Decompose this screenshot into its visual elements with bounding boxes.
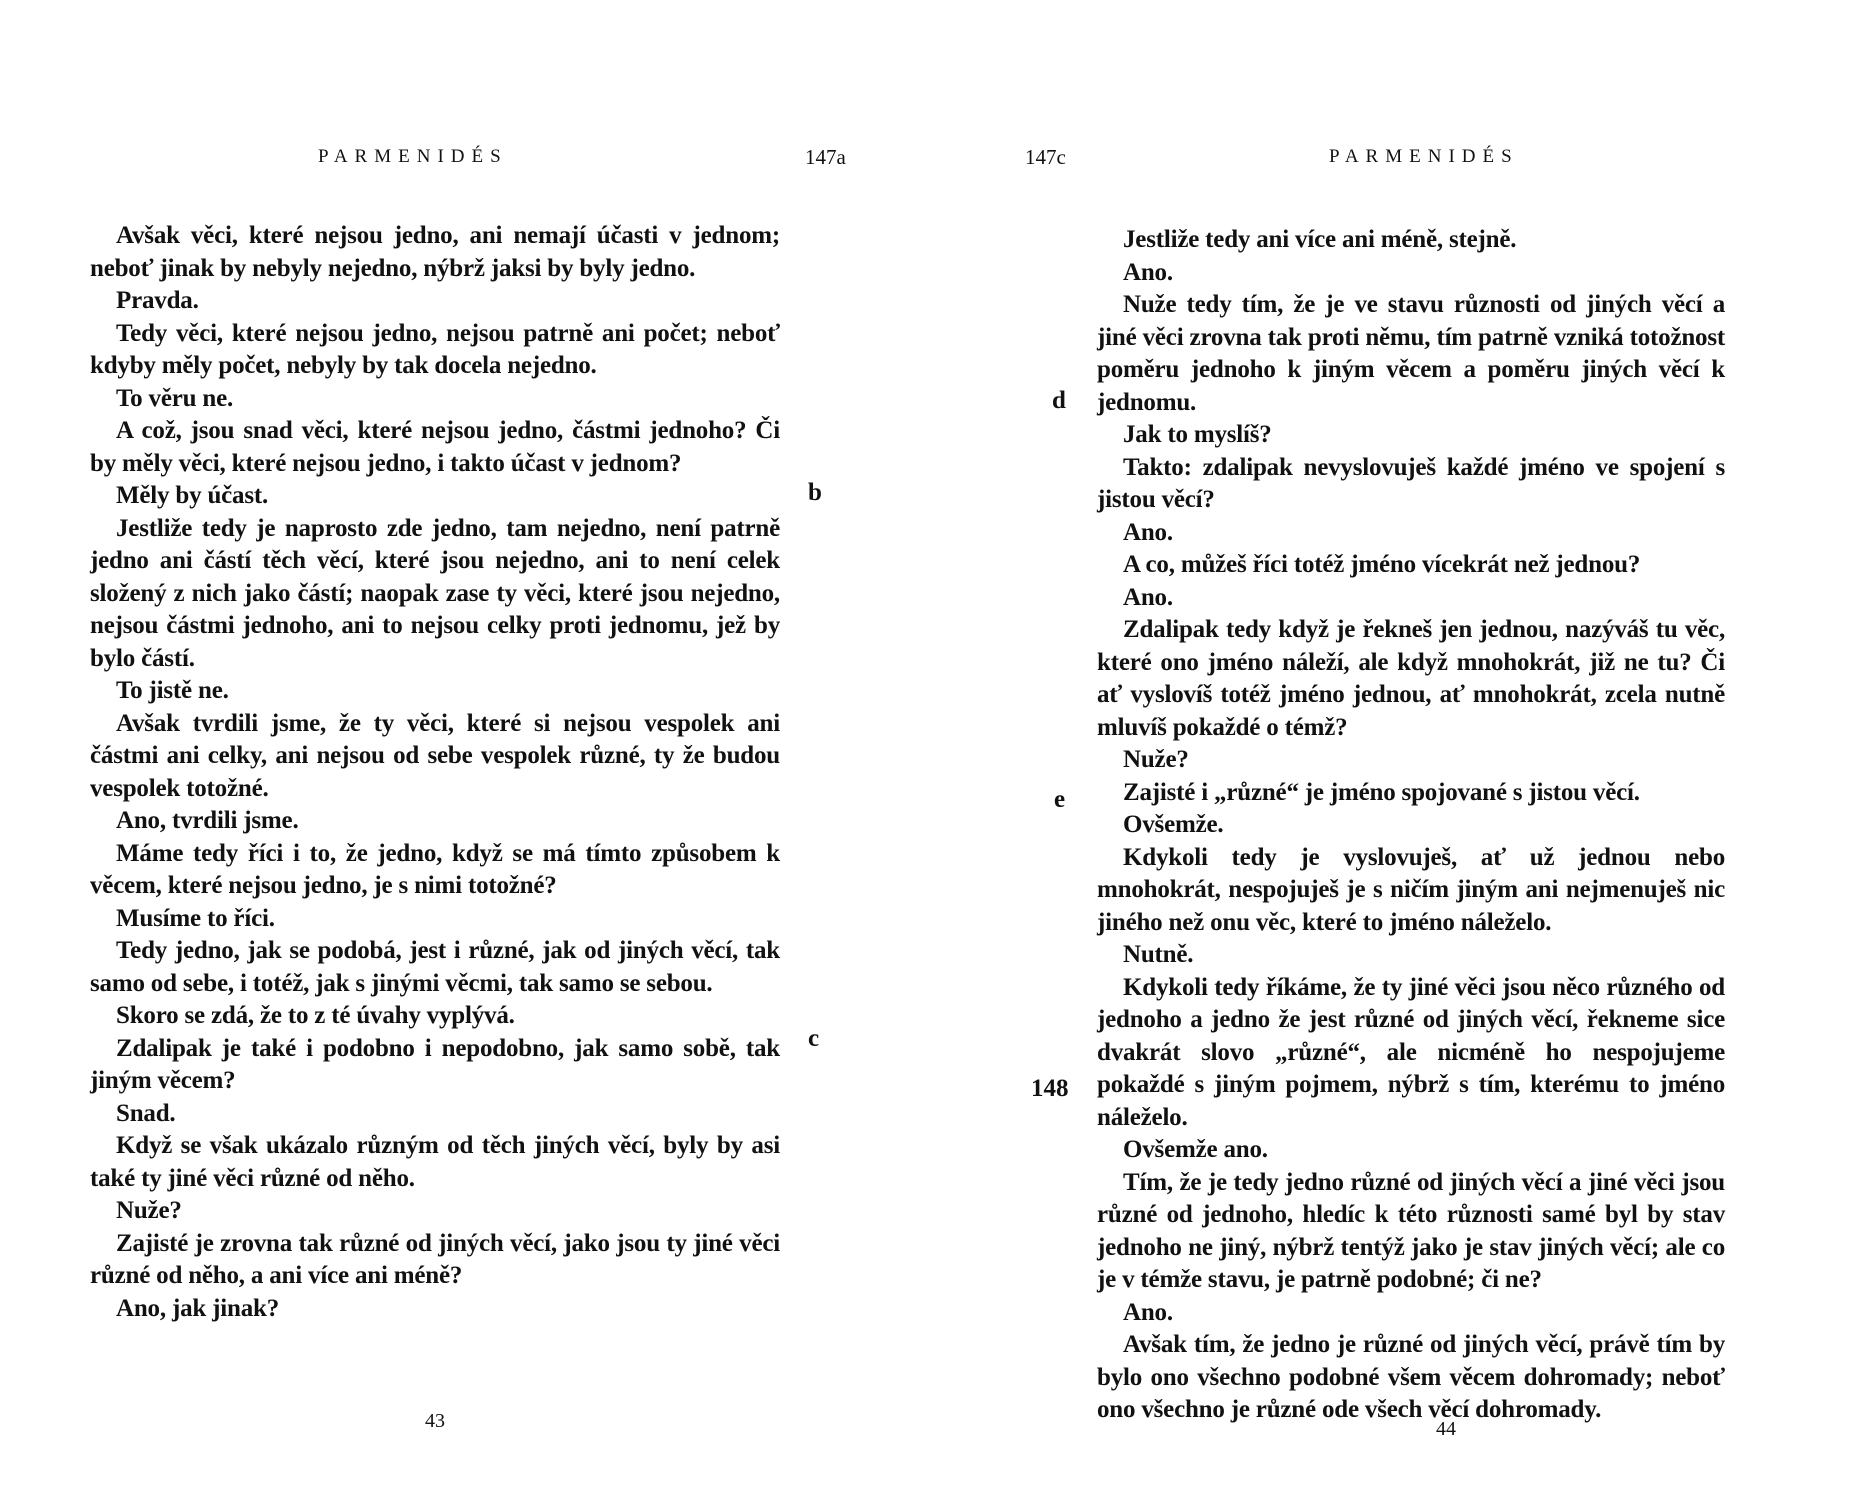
paragraph: Tedy jedno, jak se podobá, jest i různé, jak od jiných věcí, tak samo od sebe, i totéž, jak s jinými věcmi, tak samo se sebou.	[90, 937, 780, 997]
margin-mark-d: d	[1052, 387, 1066, 414]
paragraph: Ano.	[1123, 258, 1173, 286]
paragraph: To věru ne.	[116, 384, 234, 412]
paragraph: Tedy věci, které nejsou jedno, nejsou patrně ani počet; neboť kdyby měly počet, nebyly by tak docela nejedno.	[90, 319, 780, 379]
paragraph: Avšak tím, že jedno je různé od jiných věcí, právě tím by bylo ono všechno podobné všem věcem dohromady; neboť ono všechno je různé ode všech věcí dohromady.	[1097, 1331, 1725, 1423]
margin-mark-148: 148	[1031, 1075, 1069, 1102]
paragraph: Snad.	[116, 1099, 176, 1127]
paragraph: Jestliže tedy ani více ani méně, stejně.	[1123, 226, 1517, 253]
right-page	[931, 0, 1862, 1501]
paragraph: Měly by účast.	[116, 482, 269, 509]
page-number: 44	[1436, 1418, 1456, 1440]
paragraph: Máme tedy říci i to, že jedno, když se má tímto způsobem k věcem, které nejsou jedno, je s nimi totožné?	[90, 839, 780, 899]
paragraph: Kdykoli tedy říkáme, že ty jiné věci jsou něco různého od jednoho a jedno že jest různé od jiných věcí, řekneme sice dvakrát slovo „různé“, ale nicméně ho nespojujeme pokaždé s jiným pojmem, nýbrž s tím, kterému to jméno náleželo.	[1097, 973, 1725, 1131]
paragraph: Ovšemže.	[1123, 811, 1224, 838]
paragraph: Ano, tvrdili jsme.	[116, 807, 299, 834]
paragraph: Zajisté je zrovna tak různé od jiných věcí, jako jsou ty jiné věci různé od něho, a ani více ani méně?	[90, 1229, 780, 1289]
paragraph: Zdalipak tedy když je řekneš jen jednou, nazýváš tu věc, které ono jméno náleží, ale když mnohokrát, již ne tu? Či ať vyslovíš totéž jméno jednou, ať mnohokrát, zcela nutně mluvíš pokaždé o témž?	[1097, 616, 1725, 741]
running-title: PARMENIDÉS	[318, 146, 508, 167]
paragraph: Kdykoli tedy je vyslovuješ, ať už jednou nebo mnohokrát, nespojuješ je s ničím jiným ani nejmenuješ nic jiného než onu věc, které to jméno náleželo.	[1097, 843, 1725, 936]
paragraph: Takto: zdalipak nevyslovuješ každé jméno ve spojení s jistou věcí?	[1097, 453, 1725, 513]
paragraph: Nuže?	[116, 1197, 182, 1224]
margin-mark-c: c	[808, 1025, 820, 1052]
paragraph: Nuže?	[1123, 746, 1189, 773]
paragraph: Skoro se zdá, že to z té úvahy vyplývá.	[116, 1002, 515, 1029]
paragraph: Jestliže tedy je naprosto zde jedno, tam nejedno, není patrně jedno ani částí těch věcí, které jsou nejedno, ani to není celek složený z nich jako částí; naopak zase ty věci, které jsou nejedno, nejsou částmi jednoho, ani to nejsou celky proti jednomu, jež by bylo částí.	[90, 514, 780, 672]
paragraph: Tím, že je tedy jedno různé od jiných věcí a jiné věci jsou různé od jednoho, hledíc k této různosti samé byl by stav jednoho ne jiný, nýbrž tentýž jako je stav jiných věcí; ale co je v témže stavu, je patrně podobné; či ne?	[1097, 1168, 1725, 1293]
paragraph: Zdalipak je také i podobno i nepodobno, jak samo sobě, tak jiným věcem?	[90, 1034, 780, 1094]
stephanus-header: 147c	[1025, 145, 1066, 169]
page-number: 43	[425, 1410, 445, 1432]
paragraph: Zajisté i „různé“ je jméno spojované s jistou věcí.	[1123, 778, 1640, 806]
left-page-text	[90, 220, 780, 1325]
paragraph: Ano.	[1123, 518, 1173, 546]
stephanus-header: 147a	[805, 145, 846, 169]
paragraph: Když se však ukázalo různým od těch jiných věcí, byly by asi také ty jiné věci různé od něho.	[90, 1132, 780, 1192]
paragraph: Nuže tedy tím, že je ve stavu různosti od jiných věcí a jiné věci zrovna tak proti němu, tím patrně vzniká totožnost poměru jednoho k jiným věcem a poměru jiných věcí k jednomu.	[1097, 291, 1725, 416]
paragraph: Ano.	[1123, 1298, 1173, 1326]
paragraph: To jistě ne.	[116, 677, 229, 704]
running-title: PARMENIDÉS	[1329, 146, 1519, 167]
margin-mark-b: b	[808, 479, 822, 506]
right-page-text	[1097, 224, 1725, 1427]
paragraph: Ano.	[1123, 583, 1173, 611]
paragraph: Avšak věci, které nejsou jedno, ani nemají účasti v jednom; neboť jinak by nebyly nejedno, nýbrž jaksi by byly jedno.	[90, 222, 780, 282]
margin-mark-e: e	[1054, 786, 1066, 813]
paragraph: Ovšemže ano.	[1123, 1136, 1268, 1163]
paragraph: Avšak tvrdili jsme, že ty věci, které si nejsou vespolek ani částmi ani celky, ani nejsou od sebe vespolek různé, ty že budou vespolek totožné.	[90, 709, 780, 802]
paragraph: A což, jsou snad věci, které nejsou jedno, částmi jednoho? Či by měly věci, které nejsou jedno, i takto účast v jednom?	[90, 417, 780, 477]
paragraph: Ano, jak jinak?	[116, 1294, 280, 1322]
paragraph: Musíme to říci.	[116, 904, 275, 932]
paragraph: Nutně.	[1123, 941, 1194, 968]
paragraph: Jak to myslíš?	[1123, 421, 1272, 448]
paragraph: A co, můžeš říci totéž jméno vícekrát než jednou?	[1123, 551, 1641, 578]
paragraph: Pravda.	[116, 287, 199, 314]
